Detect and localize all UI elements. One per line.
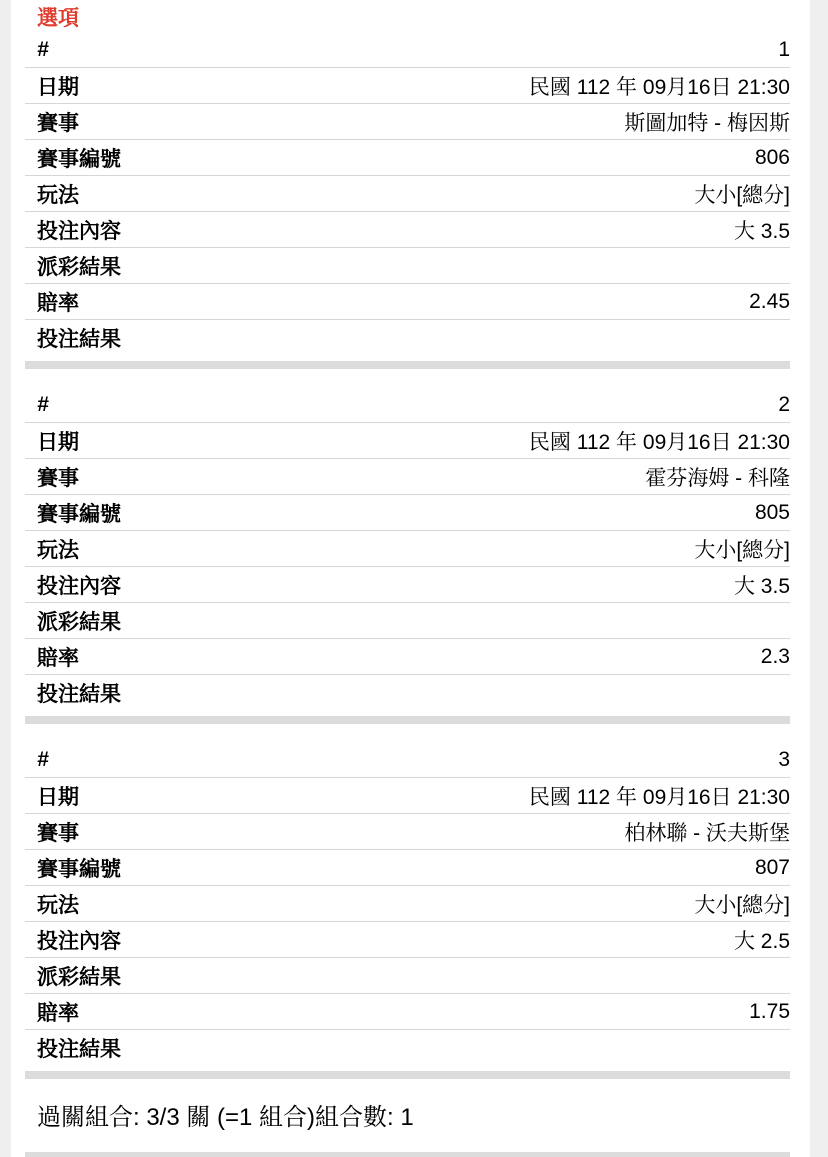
event-row xyxy=(25,459,790,495)
date-label: 日期 xyxy=(37,430,79,454)
date-label: 日期 xyxy=(37,75,79,99)
date-value: 民國 112 年 09月16日 21:30 xyxy=(528,430,790,454)
odds-row xyxy=(25,284,790,320)
payout-result-label: 派彩結果 xyxy=(37,610,121,634)
bet-result-label: 投注結果 xyxy=(37,328,121,351)
index-label: # xyxy=(37,747,49,771)
event-label: 賽事 xyxy=(37,821,79,845)
bet-content-value: 大 2.5 xyxy=(733,929,790,953)
date-row xyxy=(25,68,790,104)
date-label: 日期 xyxy=(37,785,79,809)
payout-result-row xyxy=(25,958,790,994)
odds-row xyxy=(25,994,790,1030)
date-value: 民國 112 年 09月16日 21:30 xyxy=(528,785,790,809)
event-no-row xyxy=(25,850,790,886)
parlay-summary: 過關組合: 3/3 關 (=1 組合)組合數: 1 xyxy=(37,1104,414,1131)
bet-content-row xyxy=(25,567,790,603)
bottom-divider xyxy=(25,1152,790,1157)
bet-content-value: 大 3.5 xyxy=(733,219,790,243)
index-value: 1 xyxy=(778,37,790,61)
event-no-label: 賽事編號 xyxy=(37,857,121,881)
selection-section xyxy=(25,387,790,724)
section-divider xyxy=(25,1071,790,1079)
odds-label: 賠率 xyxy=(37,646,79,670)
date-value: 民國 112 年 09月16日 21:30 xyxy=(528,75,790,99)
index-label: # xyxy=(37,392,49,416)
play-label: 玩法 xyxy=(37,538,79,562)
bet-content-row xyxy=(25,922,790,958)
event-value: 斯圖加特 - 梅因斯 xyxy=(624,111,790,135)
play-label: 玩法 xyxy=(37,893,79,917)
event-no-label: 賽事編號 xyxy=(37,147,121,171)
odds-value: 1.75 xyxy=(749,999,790,1023)
payout-result-row xyxy=(25,248,790,284)
payout-result-label: 派彩結果 xyxy=(37,255,121,279)
odds-label: 賠率 xyxy=(37,291,79,315)
index-value: 3 xyxy=(778,747,790,771)
event-no-row xyxy=(25,140,790,176)
event-no-value: 806 xyxy=(754,145,790,169)
event-no-value: 805 xyxy=(754,500,790,524)
date-row xyxy=(25,778,790,814)
betslip-card xyxy=(11,0,810,1157)
index-label: # xyxy=(37,37,49,61)
event-no-label: 賽事編號 xyxy=(37,502,121,526)
odds-value: 2.3 xyxy=(760,644,790,668)
event-value: 霍芬海姆 - 科隆 xyxy=(645,466,790,490)
event-row xyxy=(25,814,790,850)
event-no-value: 807 xyxy=(754,855,790,879)
bet-result-row xyxy=(25,1030,790,1066)
section-divider xyxy=(25,716,790,724)
play-value: 大小[總分] xyxy=(694,183,790,207)
play-row xyxy=(25,886,790,922)
event-value: 柏林聯 - 沃夫斯堡 xyxy=(624,821,790,845)
bet-content-label: 投注內容 xyxy=(37,574,121,598)
bet-result-label: 投注結果 xyxy=(37,683,121,706)
bet-content-label: 投注內容 xyxy=(37,929,121,953)
selection-section xyxy=(25,742,790,1079)
selection-section xyxy=(25,32,790,369)
bet-result-row xyxy=(25,320,790,356)
payout-result-row xyxy=(25,603,790,639)
play-label: 玩法 xyxy=(37,183,79,207)
page-title: 選項 xyxy=(37,7,79,30)
play-value: 大小[總分] xyxy=(694,893,790,917)
content-wrapper xyxy=(25,0,790,1132)
bet-content-label: 投注內容 xyxy=(37,219,121,243)
index-value: 2 xyxy=(778,392,790,416)
event-label: 賽事 xyxy=(37,466,79,490)
bet-content-value: 大 3.5 xyxy=(733,574,790,598)
section-divider xyxy=(25,361,790,369)
date-row xyxy=(25,423,790,459)
odds-label: 賠率 xyxy=(37,1001,79,1025)
event-no-row xyxy=(25,495,790,531)
index-row xyxy=(25,742,790,778)
payout-result-label: 派彩結果 xyxy=(37,965,121,989)
index-row xyxy=(25,32,790,68)
bet-content-row xyxy=(25,212,790,248)
selections-list xyxy=(25,32,790,1079)
odds-value: 2.45 xyxy=(749,289,790,313)
event-label: 賽事 xyxy=(37,111,79,135)
play-row xyxy=(25,531,790,567)
play-row xyxy=(25,176,790,212)
bet-result-row xyxy=(25,675,790,711)
play-value: 大小[總分] xyxy=(694,538,790,562)
bet-result-label: 投注結果 xyxy=(37,1038,121,1061)
odds-row xyxy=(25,639,790,675)
index-row xyxy=(25,387,790,423)
event-row xyxy=(25,104,790,140)
